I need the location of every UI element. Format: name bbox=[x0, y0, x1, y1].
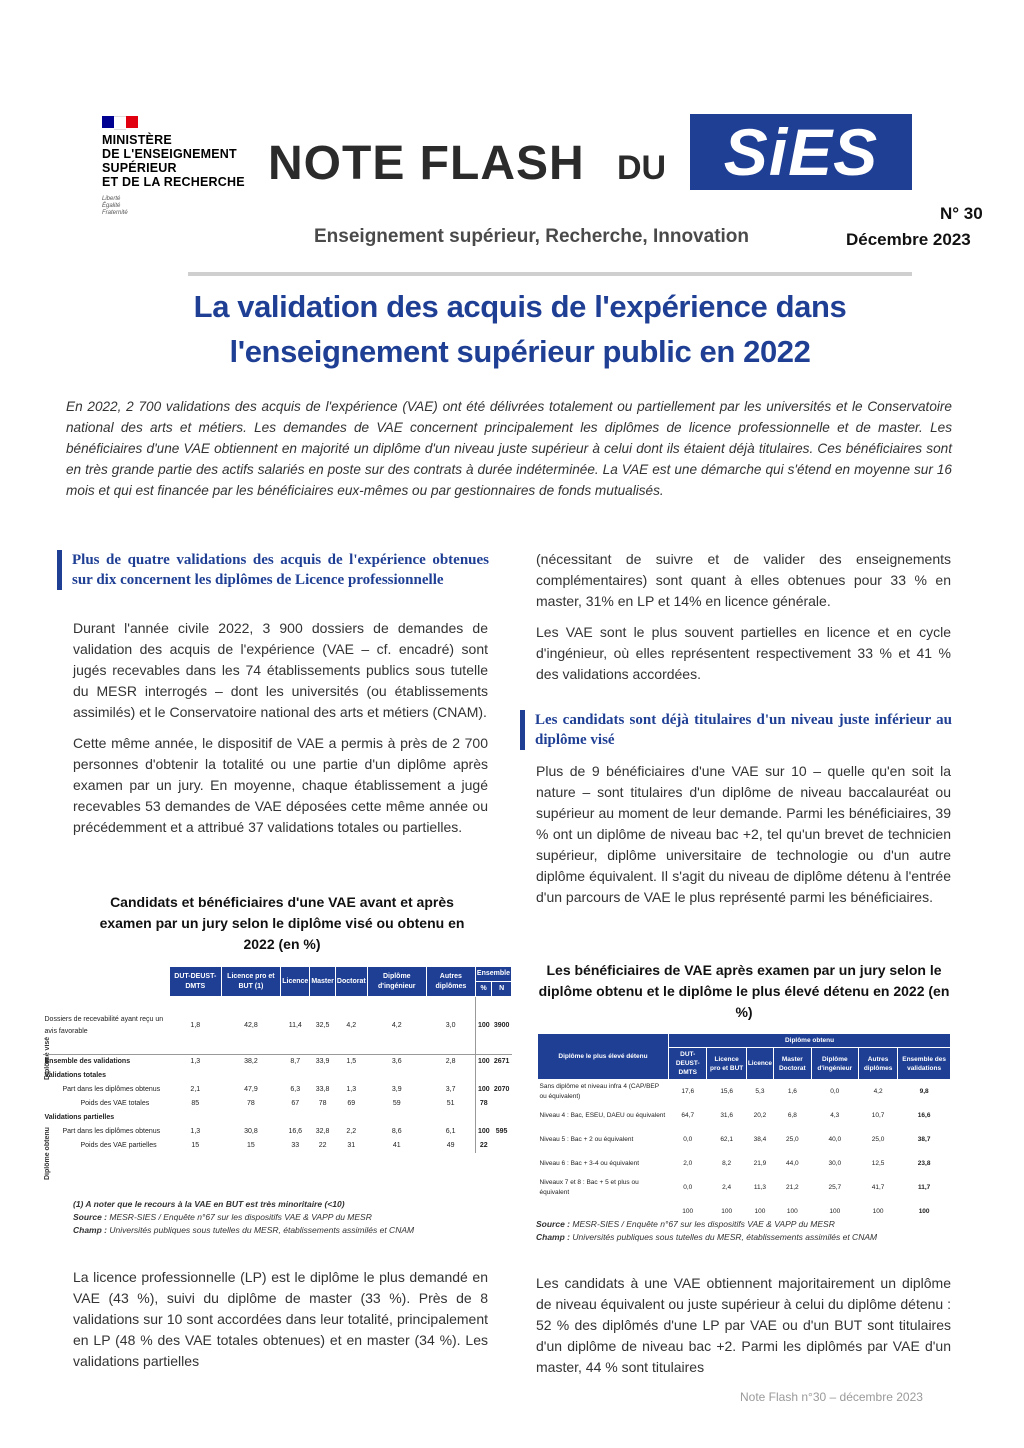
table-cell: 1,3 bbox=[190, 1058, 201, 1065]
table-cell: 31 bbox=[347, 1142, 356, 1149]
motto-line: Égalité bbox=[102, 203, 121, 209]
table-cell: 2,8 bbox=[445, 1058, 456, 1065]
column-header: Ensemble bbox=[475, 967, 511, 982]
paragraph: Cette même année, le dispositif de VAE a permis à près de 2 700 personnes d'obtenir la totalité ou une partie d'un diplôme après examen par un jury. En moyenne, chaque établissement a jugé recevables 53 demandes de VAE déposées cette même année ou précédemment et a attribué 37 validations totales ou partielles. bbox=[73, 735, 488, 835]
paragraph: La licence professionnelle (LP) est le diplôme le plus demandé en VAE (43 %), suivi du diplôme de master (33 %). Près de 8 validations sur 10 sont accordées dans leur totalité, principalement en LP (48 % des VAE totales obtenues) et en master (34 %). Les validations partielles bbox=[73, 1269, 488, 1369]
table-cell: 4,2 bbox=[391, 1021, 402, 1029]
table-cell: 59 bbox=[392, 1100, 401, 1107]
table-cell bbox=[335, 1111, 367, 1125]
table-cell: 21,2 bbox=[786, 1184, 799, 1191]
table-cell: 6,3 bbox=[290, 1086, 301, 1093]
motto-line: Fraternité bbox=[102, 210, 128, 216]
row-label: Niveau 4 : Bac, ESEU, DAEU ou équivalent bbox=[539, 1112, 666, 1119]
page-footer: Note Flash n°30 – décembre 2023 bbox=[740, 1390, 923, 1404]
right-section-heading bbox=[520, 710, 952, 750]
table-cell bbox=[475, 1069, 491, 1083]
table-row bbox=[43, 1111, 512, 1125]
table-cell: 2,4 bbox=[722, 1184, 732, 1191]
table-cell: 1,3 bbox=[190, 1128, 201, 1135]
table-row bbox=[43, 1083, 512, 1097]
left-column-text bbox=[73, 618, 488, 848]
table-cell: 12,5 bbox=[871, 1160, 885, 1167]
table-row bbox=[43, 1139, 512, 1153]
table-body bbox=[43, 997, 512, 1154]
table-cell: 2,1 bbox=[190, 1086, 201, 1093]
page-title bbox=[120, 284, 920, 374]
table-body bbox=[538, 1080, 951, 1225]
table-cell: 100 bbox=[829, 1208, 841, 1215]
champ-label: Champ : bbox=[536, 1232, 570, 1242]
right-column-text-bottom bbox=[536, 1273, 951, 1388]
table-cell: 100 bbox=[475, 997, 491, 1055]
table-cell: 15,6 bbox=[720, 1088, 733, 1095]
header-divider bbox=[188, 272, 912, 276]
champ-text: Universités publiques sous tutelles du MESR, établissements assimilés et CNAM bbox=[109, 1225, 415, 1235]
column-header: Diplôme d'ingénieur bbox=[811, 1048, 858, 1080]
table-cell: 25,0 bbox=[871, 1136, 885, 1143]
table-cell: 3,0 bbox=[445, 1021, 456, 1029]
table-cell: 40,0 bbox=[828, 1136, 842, 1143]
row-label: Niveau 6 : Bac + 3-4 ou équivalent bbox=[539, 1160, 640, 1167]
group-header: Diplôme obtenu bbox=[669, 1034, 951, 1048]
column-header: Master Doctorat bbox=[774, 1048, 812, 1080]
column-header: Autres diplômes bbox=[858, 1048, 897, 1080]
paragraph: Les candidats à une VAE obtiennent majoritairement un diplôme de niveau équivalent ou juste supérieur à celui du diplôme détenu : 52 % des diplômés d'une LP par VAE ou d'un BUT sont titulaires d'un diplôme de niveau bac +2. Parmi les diplômés par VAE d'un master, 44 % sont titulaires bbox=[536, 1275, 951, 1375]
table-cell: 3,6 bbox=[391, 1058, 402, 1065]
table-cell: 78 bbox=[247, 1100, 255, 1107]
sies-logo-text: SiES bbox=[723, 115, 879, 189]
column-subheader: N bbox=[492, 982, 512, 997]
table-row bbox=[538, 1104, 951, 1128]
table-cell: 1,3 bbox=[346, 1086, 357, 1093]
table-cell bbox=[475, 1111, 491, 1125]
table2-champ bbox=[536, 1231, 952, 1244]
tagline: Enseignement supérieur, Recherche, Innovation bbox=[314, 226, 750, 247]
republique-flag-logo bbox=[102, 116, 138, 128]
table-cell: 78 bbox=[318, 1100, 327, 1107]
table-cell: 42,8 bbox=[244, 1021, 258, 1029]
column-header: Licence pro et BUT (1) bbox=[221, 967, 281, 997]
row-label: Validations totales bbox=[44, 1072, 106, 1079]
table-cell bbox=[281, 1111, 310, 1125]
table-cell: 100 bbox=[682, 1208, 694, 1215]
paragraph: Durant l'année civile 2022, 3 900 dossiers de demandes de validation des acquis de l'expérience (VAE – cf. encadré) sont jugés recevables dans les 74 établissements publics sous tutelle du MESR interrogés – dont les universités (ou établissements assimilés) et le Conservatoire national des arts et métiers (CNAM). bbox=[73, 620, 488, 720]
sies-logo bbox=[690, 114, 912, 190]
table-cell bbox=[310, 1069, 336, 1083]
table-cell: 22 bbox=[475, 1139, 491, 1153]
ministry-line: MINISTÈRE bbox=[102, 133, 172, 147]
table-cell: 25,7 bbox=[828, 1184, 842, 1191]
table-row bbox=[43, 1069, 512, 1083]
table-row bbox=[43, 1055, 512, 1070]
column-header: DUT-DEUST-DMTS bbox=[669, 1048, 707, 1080]
row-label: Ensemble des validations bbox=[44, 1058, 131, 1065]
table-cell: 23,8 bbox=[917, 1160, 931, 1167]
section-heading-2: Les candidats sont déjà titulaires d'un niveau juste inférieur au diplôme visé bbox=[520, 710, 952, 750]
table-cell: 6,8 bbox=[787, 1112, 797, 1119]
row-label: Validations partielles bbox=[44, 1114, 115, 1121]
table-cell: 15 bbox=[191, 1142, 200, 1149]
source-label: Source : bbox=[73, 1212, 108, 1222]
column-header: Licence bbox=[281, 967, 310, 997]
ministry-name bbox=[102, 133, 267, 189]
column-header: Master bbox=[310, 967, 336, 997]
column-header: Ensemble des validations bbox=[898, 1048, 951, 1080]
table-cell bbox=[367, 1069, 426, 1083]
source-text: MESR-SIES / Enquête n°67 sur les dispositifs VAE & VAPP du MESR bbox=[109, 1212, 372, 1222]
section-heading-1: Plus de quatre validations des acquis de l'expérience obtenues sur dix concernent les diplômes de Licence professionnelle bbox=[57, 550, 489, 590]
left-column-text-bottom bbox=[73, 1267, 488, 1382]
intro-abstract: En 2022, 2 700 validations des acquis de l'expérience (VAE) ont été délivrées totalement ou partiellement par les universités et le Conservatoire national des arts et métiers. Les demandes de VAE concernent principalement les diplômes de licence professionnelle et de master. Les bénéficiaires d'une VAE obtiennent en majorité un diplôme d'un niveau juste supérieur à celui dont ils étaient déjà titulaires. Ces bénéficiaires sont en très grande partie des actifs salariés en poste sur des contrats à durée indéterminée. La VAE est une démarche qui s'étend en moyenne sur 16 mois et qui est financée par les bénéficiaires eux-mêmes ou par gestionnaires de fonds mutualisés. bbox=[66, 399, 952, 498]
column-header: DUT-DEUST-DMTS bbox=[170, 967, 222, 997]
table-cell: 5,3 bbox=[755, 1088, 765, 1095]
table-row bbox=[538, 1080, 951, 1105]
flag-red-stripe bbox=[126, 116, 138, 128]
table-cell bbox=[492, 1111, 512, 1125]
table-cell: 20,2 bbox=[753, 1112, 767, 1119]
row-label: Part dans les diplômes obtenus bbox=[62, 1086, 161, 1093]
table-cell: 0,0 bbox=[683, 1184, 693, 1191]
row-label: Part dans les diplômes obtenus bbox=[62, 1128, 161, 1135]
table1-champ bbox=[73, 1224, 491, 1237]
table-cell: 85 bbox=[191, 1100, 200, 1107]
table-cell: 49 bbox=[446, 1142, 455, 1149]
table-cell: 9,8 bbox=[919, 1088, 929, 1095]
table-cell: 38,4 bbox=[753, 1136, 767, 1143]
table-cell bbox=[221, 1069, 281, 1083]
table-cell: 11,7 bbox=[917, 1184, 931, 1191]
table-cell: 2070 bbox=[493, 1086, 510, 1093]
table-cell: 8,6 bbox=[391, 1128, 402, 1135]
right-column-text-2 bbox=[536, 761, 951, 918]
title-line: La validation des acquis de l'expérience dans bbox=[193, 289, 847, 324]
table-group-header-row bbox=[538, 1034, 951, 1048]
table-cell: 4,2 bbox=[346, 1021, 357, 1029]
table-cell: 64,7 bbox=[681, 1112, 695, 1119]
table-row bbox=[43, 997, 512, 1055]
table-cell: 595 bbox=[495, 1128, 508, 1135]
table-cell: 4,2 bbox=[873, 1088, 883, 1095]
table-cell: 11,4 bbox=[288, 1021, 302, 1029]
motto-line: Liberté bbox=[102, 196, 121, 202]
table-cell: 51 bbox=[446, 1100, 455, 1107]
table-cell: 25,0 bbox=[786, 1136, 799, 1143]
table-cell: 32,5 bbox=[315, 1021, 330, 1029]
column-header: Licence bbox=[746, 1048, 773, 1080]
source-text: MESR-SIES / Enquête n°67 sur les dispositifs VAE & VAPP du MESR bbox=[572, 1219, 835, 1229]
table-cell: 4,3 bbox=[830, 1112, 840, 1119]
table-header-row bbox=[43, 967, 512, 982]
column-subheader: % bbox=[475, 982, 491, 997]
row-label: Niveau 5 : Bac + 2 ou équivalent bbox=[539, 1136, 634, 1143]
table-cell bbox=[170, 1111, 222, 1125]
row-label: Poids des VAE partielles bbox=[80, 1142, 157, 1149]
table-cell: 41 bbox=[392, 1142, 401, 1149]
column-header: Licence pro et BUT bbox=[707, 1048, 746, 1080]
table-cell: 100 bbox=[918, 1208, 930, 1215]
table-cell bbox=[170, 1069, 222, 1083]
table-cell: 6,1 bbox=[445, 1128, 456, 1135]
issue-date: Décembre 2023 bbox=[846, 230, 971, 249]
table-beneficiaries-by-prior-diploma bbox=[537, 1033, 951, 1224]
side-label-diplome-obtenu: Diplôme obtenu bbox=[44, 1127, 51, 1180]
table-cell: 2,2 bbox=[346, 1128, 357, 1135]
paragraph: Plus de 9 bénéficiaires d'une VAE sur 10 – quelle qu'en soit la nature – sont titulaires d'un diplôme de niveau baccalauréat ou supérieur au moment de leur demande. Parmi les bénéficiaires, 39 % ont un diplôme de niveau bac +2, tel qu'un brevet de technicien supérieur, diplôme universitaire de technologie ou d'un autre diplôme équivalent. Il s'agit du niveau de diplôme détenu à l'entrée d'un parcours de VAE le plus représenté parmi les bénéficiaires. bbox=[536, 763, 951, 905]
figure2-title: Les bénéficiaires de VAE après examen par un jury selon le diplôme obtenu et le diplôme le plus élevé détenu en 2022 (en %) bbox=[538, 962, 950, 1020]
paragraph: Les VAE sont le plus souvent partielles en licence et en cycle d'ingénieur, où elles représentent respectivement 33 % et 41 % des validations accordées. bbox=[536, 624, 951, 682]
table-row bbox=[43, 1125, 512, 1139]
table-cell: 33 bbox=[291, 1142, 300, 1149]
table-cell: 69 bbox=[347, 1100, 356, 1107]
table-cell: 1,6 bbox=[787, 1088, 797, 1095]
source-label: Source : bbox=[536, 1219, 571, 1229]
table-cell: 10,7 bbox=[871, 1112, 885, 1119]
champ-label: Champ : bbox=[73, 1225, 107, 1235]
table-row bbox=[538, 1152, 951, 1176]
table-cell bbox=[426, 1111, 475, 1125]
table-cell: 33,9 bbox=[315, 1058, 330, 1065]
table-cell bbox=[492, 1069, 512, 1083]
table-cell: 33,8 bbox=[315, 1086, 330, 1093]
table-cell: 1,5 bbox=[346, 1058, 357, 1065]
table-cell: 38,2 bbox=[244, 1058, 258, 1065]
figure1-title: Candidats et bénéficiaires d'une VAE avant et après examen par un jury selon le diplôme visé ou obtenu en 2022 (en %) bbox=[99, 894, 465, 952]
row-header: Diplôme le plus élevé détenu bbox=[538, 1034, 669, 1080]
table-cell: 3900 bbox=[493, 1021, 510, 1029]
row-label: Niveaux 7 et 8 : Bac + 5 et plus ou équivalent bbox=[539, 1179, 639, 1196]
table-cell: 1,8 bbox=[190, 1021, 201, 1029]
right-column-text bbox=[536, 549, 951, 695]
flag-blue-stripe bbox=[102, 116, 114, 128]
table-cell: 30,8 bbox=[244, 1128, 258, 1135]
flag-white-stripe bbox=[114, 116, 126, 130]
row-label: Poids des VAE totales bbox=[80, 1100, 150, 1107]
table-cell bbox=[426, 1069, 475, 1083]
table-cell: 44,0 bbox=[786, 1160, 799, 1167]
champ-text: Universités publiques sous tutelles du MESR, établissements assimilés et CNAM bbox=[572, 1232, 878, 1242]
table-cell: 100 bbox=[721, 1208, 733, 1215]
table-row bbox=[538, 1128, 951, 1152]
table-row bbox=[538, 1176, 951, 1200]
table-cell: 2671 bbox=[493, 1058, 510, 1065]
table-cell: 15 bbox=[247, 1142, 255, 1149]
table-cell: 100 bbox=[475, 1125, 491, 1139]
table2-source bbox=[536, 1218, 952, 1231]
table-cell: 0,0 bbox=[830, 1088, 840, 1095]
table-cell bbox=[310, 1111, 336, 1125]
column-header: Doctorat bbox=[335, 967, 367, 997]
table-cell bbox=[281, 1069, 310, 1083]
table-cell: 21,9 bbox=[753, 1160, 767, 1167]
table-cell: 47,9 bbox=[244, 1086, 258, 1093]
table-cell: 100 bbox=[475, 1055, 491, 1070]
table-cell bbox=[367, 1111, 426, 1125]
table1-notes bbox=[73, 1198, 491, 1237]
column-header: Autres diplômes bbox=[426, 967, 475, 997]
issue-number: N° 30 bbox=[940, 204, 983, 223]
table-cell bbox=[492, 1139, 512, 1153]
table-cell bbox=[221, 1111, 281, 1125]
paragraph: (nécessitant de suivre et de valider des enseignements complémentaires) sont quant à elles obtenues pour 33 % en master, 31% en LP et 14% en licence générale. bbox=[536, 551, 951, 609]
table-cell: 8,2 bbox=[722, 1160, 732, 1167]
table1-footnote: (1) A noter que le recours à la VAE en BUT est très minoritaire (<10) bbox=[73, 1199, 345, 1209]
republic-motto bbox=[102, 196, 162, 217]
table-cell: 11,3 bbox=[753, 1184, 767, 1191]
side-label-diplome-vise: Diplôme visé bbox=[44, 1036, 51, 1080]
table-cell bbox=[492, 1097, 512, 1111]
table-cell: 67 bbox=[291, 1100, 300, 1107]
table-cell: 30,0 bbox=[828, 1160, 842, 1167]
title-line: l'enseignement supérieur public en 2022 bbox=[229, 334, 811, 369]
column-header: Diplôme d'ingénieur bbox=[367, 967, 426, 997]
note-flash-heading: NOTE FLASH bbox=[268, 137, 585, 190]
table-cell: 38,7 bbox=[917, 1136, 931, 1143]
table-corner bbox=[43, 967, 170, 997]
table-cell: 16,6 bbox=[288, 1128, 303, 1135]
table-cell: 31,6 bbox=[720, 1112, 733, 1119]
row-label: Sans diplôme et niveau infra 4 (CAP/BEP ou équivalent) bbox=[539, 1083, 659, 1100]
table-cell bbox=[335, 1069, 367, 1083]
table-row bbox=[43, 1097, 512, 1111]
table1-source bbox=[73, 1211, 491, 1224]
table-cell: 2,0 bbox=[683, 1160, 693, 1167]
table-cell: 22 bbox=[318, 1142, 327, 1149]
table2-notes bbox=[536, 1218, 952, 1244]
table-cell: 3,7 bbox=[445, 1086, 456, 1093]
note-flash-du: DU bbox=[617, 149, 667, 187]
ministry-line: SUPÉRIEUR bbox=[102, 161, 177, 175]
table-cell: 16,6 bbox=[917, 1112, 931, 1119]
table-cell: 3,9 bbox=[391, 1086, 402, 1093]
table-cell: 100 bbox=[754, 1208, 766, 1215]
ministry-line: ET DE LA RECHERCHE bbox=[102, 175, 245, 189]
table-cell: 100 bbox=[786, 1208, 798, 1215]
table-cell: 0,0 bbox=[683, 1136, 693, 1143]
table-cell: 100 bbox=[872, 1208, 884, 1215]
table-vae-by-diploma bbox=[42, 966, 512, 1153]
table-cell: 62,1 bbox=[720, 1136, 733, 1143]
table-cell: 8,7 bbox=[290, 1058, 301, 1065]
ministry-line: DE L'ENSEIGNEMENT bbox=[102, 147, 237, 161]
left-column bbox=[57, 550, 489, 590]
table-cell: 32,8 bbox=[315, 1128, 330, 1135]
table-cell: 78 bbox=[475, 1097, 491, 1111]
table-cell: 41,7 bbox=[871, 1184, 885, 1191]
table-cell: 17,6 bbox=[681, 1088, 695, 1095]
row-label: Dossiers de recevabilité ayant reçu un avis favorable bbox=[44, 1015, 164, 1035]
table-cell: 100 bbox=[475, 1083, 491, 1097]
